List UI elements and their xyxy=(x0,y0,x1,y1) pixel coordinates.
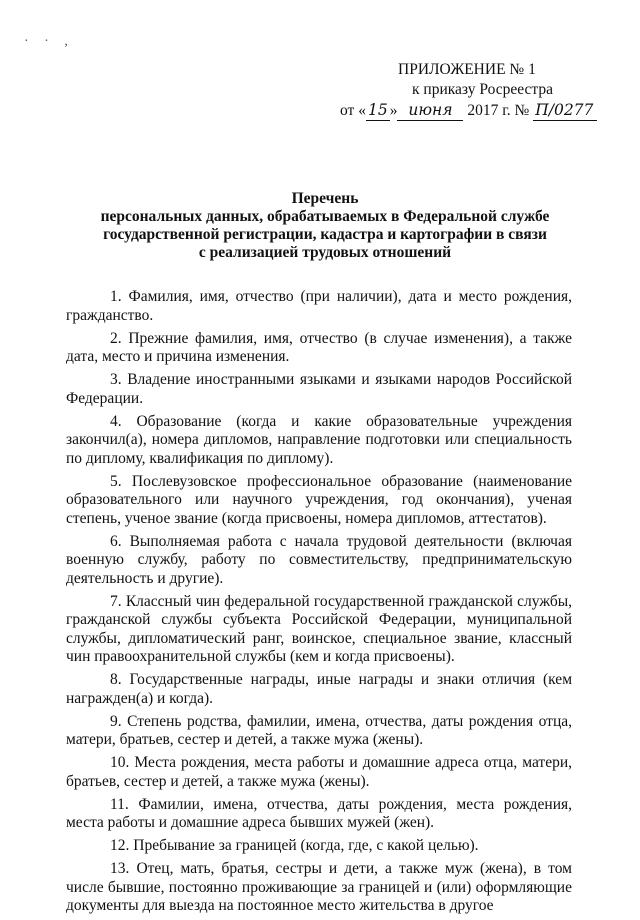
list-item: 9. Степень родства, фамилии, имена, отчества, даты рождения отца, матери, братьев, сестер и детей, а также мужа (жены). xyxy=(66,712,572,748)
list-item: 3. Владение иностранными языками и языками народов Российской Федерации. xyxy=(66,371,572,407)
title-line-4: с реализацией трудовых отношений xyxy=(198,244,452,261)
appendix-header xyxy=(340,60,600,121)
appendix-number: ПРИЛОЖЕНИЕ № 1 xyxy=(398,61,536,78)
handwritten-month: июня xyxy=(397,100,463,121)
list-item: 5. Послевузовское профессиональное образование (наименование образовательного или научного учреждения, год окончания), ученая степень, ученое звание (когда присвоены, номера дипломов, аттестатов). xyxy=(66,472,572,527)
handwritten-order-number: П/0277 xyxy=(533,100,597,121)
handwritten-day: 15 xyxy=(367,101,388,119)
list-item: 8. Государственные награды, иные награды и знаки отличия (кем награжден(а) и когда). xyxy=(66,671,572,707)
data-list xyxy=(66,288,572,920)
title-line-1: Перечень xyxy=(291,190,359,207)
order-date-line xyxy=(340,100,600,121)
list-item: 10. Места рождения, места работы и домашние адреса отца, матери, братьев, сестер и детей, а также мужа (жены). xyxy=(66,754,572,790)
list-item: 6. Выполняемая работа с начала трудовой деятельности (включая военную службу, работу по совместительству, предпринимательскую деятельность и другие). xyxy=(66,532,572,587)
title-line-2: персональных данных, обрабатываемых в Федеральной службе xyxy=(100,208,550,225)
list-item: 7. Классный чин федеральной государственной гражданской службы, гражданской службы субъекта Российской Федерации, муниципальной службы, дипломатический ранг, воинское, специальное звание, классный чин правоохранительной службы (кем и когда присвоены). xyxy=(66,592,572,665)
order-reference: к приказу Росреестра xyxy=(412,81,553,98)
list-item: 11. Фамилии, имена, отчества, даты рождения, места рождения, места работы и домашние адреса бывших мужей (жен). xyxy=(66,795,572,831)
list-item: 1. Фамилия, имя, отчество (при наличии), дата и место рождения, гражданство. xyxy=(66,288,572,324)
list-item: 4. Образование (когда и какие образовательные учреждения закончил(а), номера дипломов, направление подготовки или специальность по диплому, квалификация по диплому). xyxy=(66,412,572,467)
date-year: 2017 г. xyxy=(467,102,511,119)
scan-specks: · · , xyxy=(24,34,74,49)
list-item: 13. Отец, мать, братья, сестры и дети, а также муж (жена), в том числе бывшие, постоянно проживающие за границей и (или) оформляющие документы для выезда на постоянное место жительства в другое xyxy=(66,860,572,914)
title-line-3: государственной регистрации, кадастра и картографии в связи xyxy=(103,226,547,243)
number-prefix: № xyxy=(514,102,530,119)
date-mid: » xyxy=(389,102,398,119)
list-item: 12. Пребывание за границей (когда, где, с какой целью). xyxy=(110,837,479,854)
document-title xyxy=(60,190,590,262)
date-prefix: от « xyxy=(340,102,366,119)
list-item: 2. Прежние фамилия, имя, отчество (в случае изменения), а также дата, место и причина изменения. xyxy=(66,329,572,365)
